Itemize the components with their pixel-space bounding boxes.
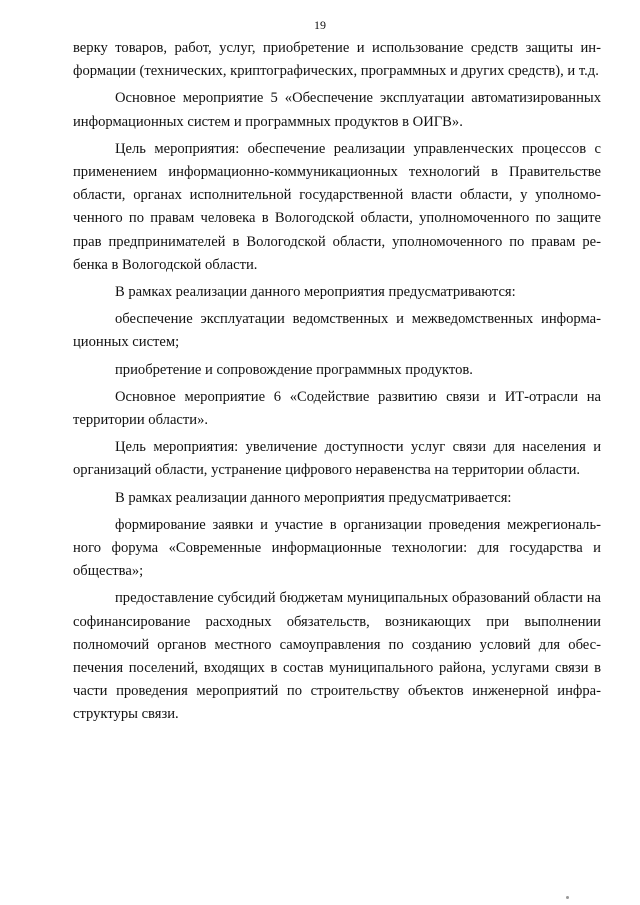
document-body	[73, 37, 601, 731]
paragraph-provision-item: обеспечение эксплуатации ведомственных и межведомственных информационных систем;	[73, 311, 601, 351]
paragraph-goal-6: Цель мероприятия: увеличение доступности услуг связи для населения и организаций области, устранение цифрового неравенства на территории области.	[73, 439, 601, 479]
scan-dot	[566, 896, 569, 899]
paragraph-provisions-intro-6: В рамках реализации данного мероприятия предусматривается:	[115, 489, 512, 506]
paragraph-main-activity-5: Основное мероприятие 5 «Обеспечение эксплуатации автоматизированных информационных систем и программных продуктов в ОИГВ».	[73, 90, 601, 130]
paragraph-provision-item: предоставление субсидий бюджетам муниципальных образований области на софинансирование расходных обязательств, возникающих при выполнении полномочий органов местного самоуправления по созданию условий для обеспечения поселений, входящих в состав муниципального района, услугами связи в части проведения мероприятий по строительству объектов инженерной инфраструктуры связи.	[73, 590, 601, 723]
paragraph-main-activity-6: Основное мероприятие 6 «Содействие развитию связи и ИТ-отрасли на территории области».	[73, 388, 601, 429]
paragraph-provision-item: приобретение и сопровождение программных продуктов.	[115, 361, 473, 378]
paragraph-continuation: верку товаров, работ, услуг, приобретение и использование средств защиты информации (технических, криптографических, программных и других средств), и т.д.	[73, 40, 601, 80]
paragraph-provisions-intro-5: В рамках реализации данного мероприятия предусматриваются:	[115, 284, 516, 301]
paragraph-goal-5: Цель мероприятия: обеспечение реализации управленческих процессов с применением информационно-коммуникационных технологий в Правительстве области, органах исполнительной государственной власти области, у уполномоченного по правам человека в Вологодской области, уполномоченного по защите прав предпринимателей в Вологодской области, уполномоченного по правам ребенка в Вологодской области.	[73, 140, 601, 273]
paragraph-provision-item: формирование заявки и участие в организации проведения межрегионального форума «Современные информационные технологии: для государства и общества»;	[73, 516, 601, 580]
page-number: 19	[314, 18, 326, 32]
